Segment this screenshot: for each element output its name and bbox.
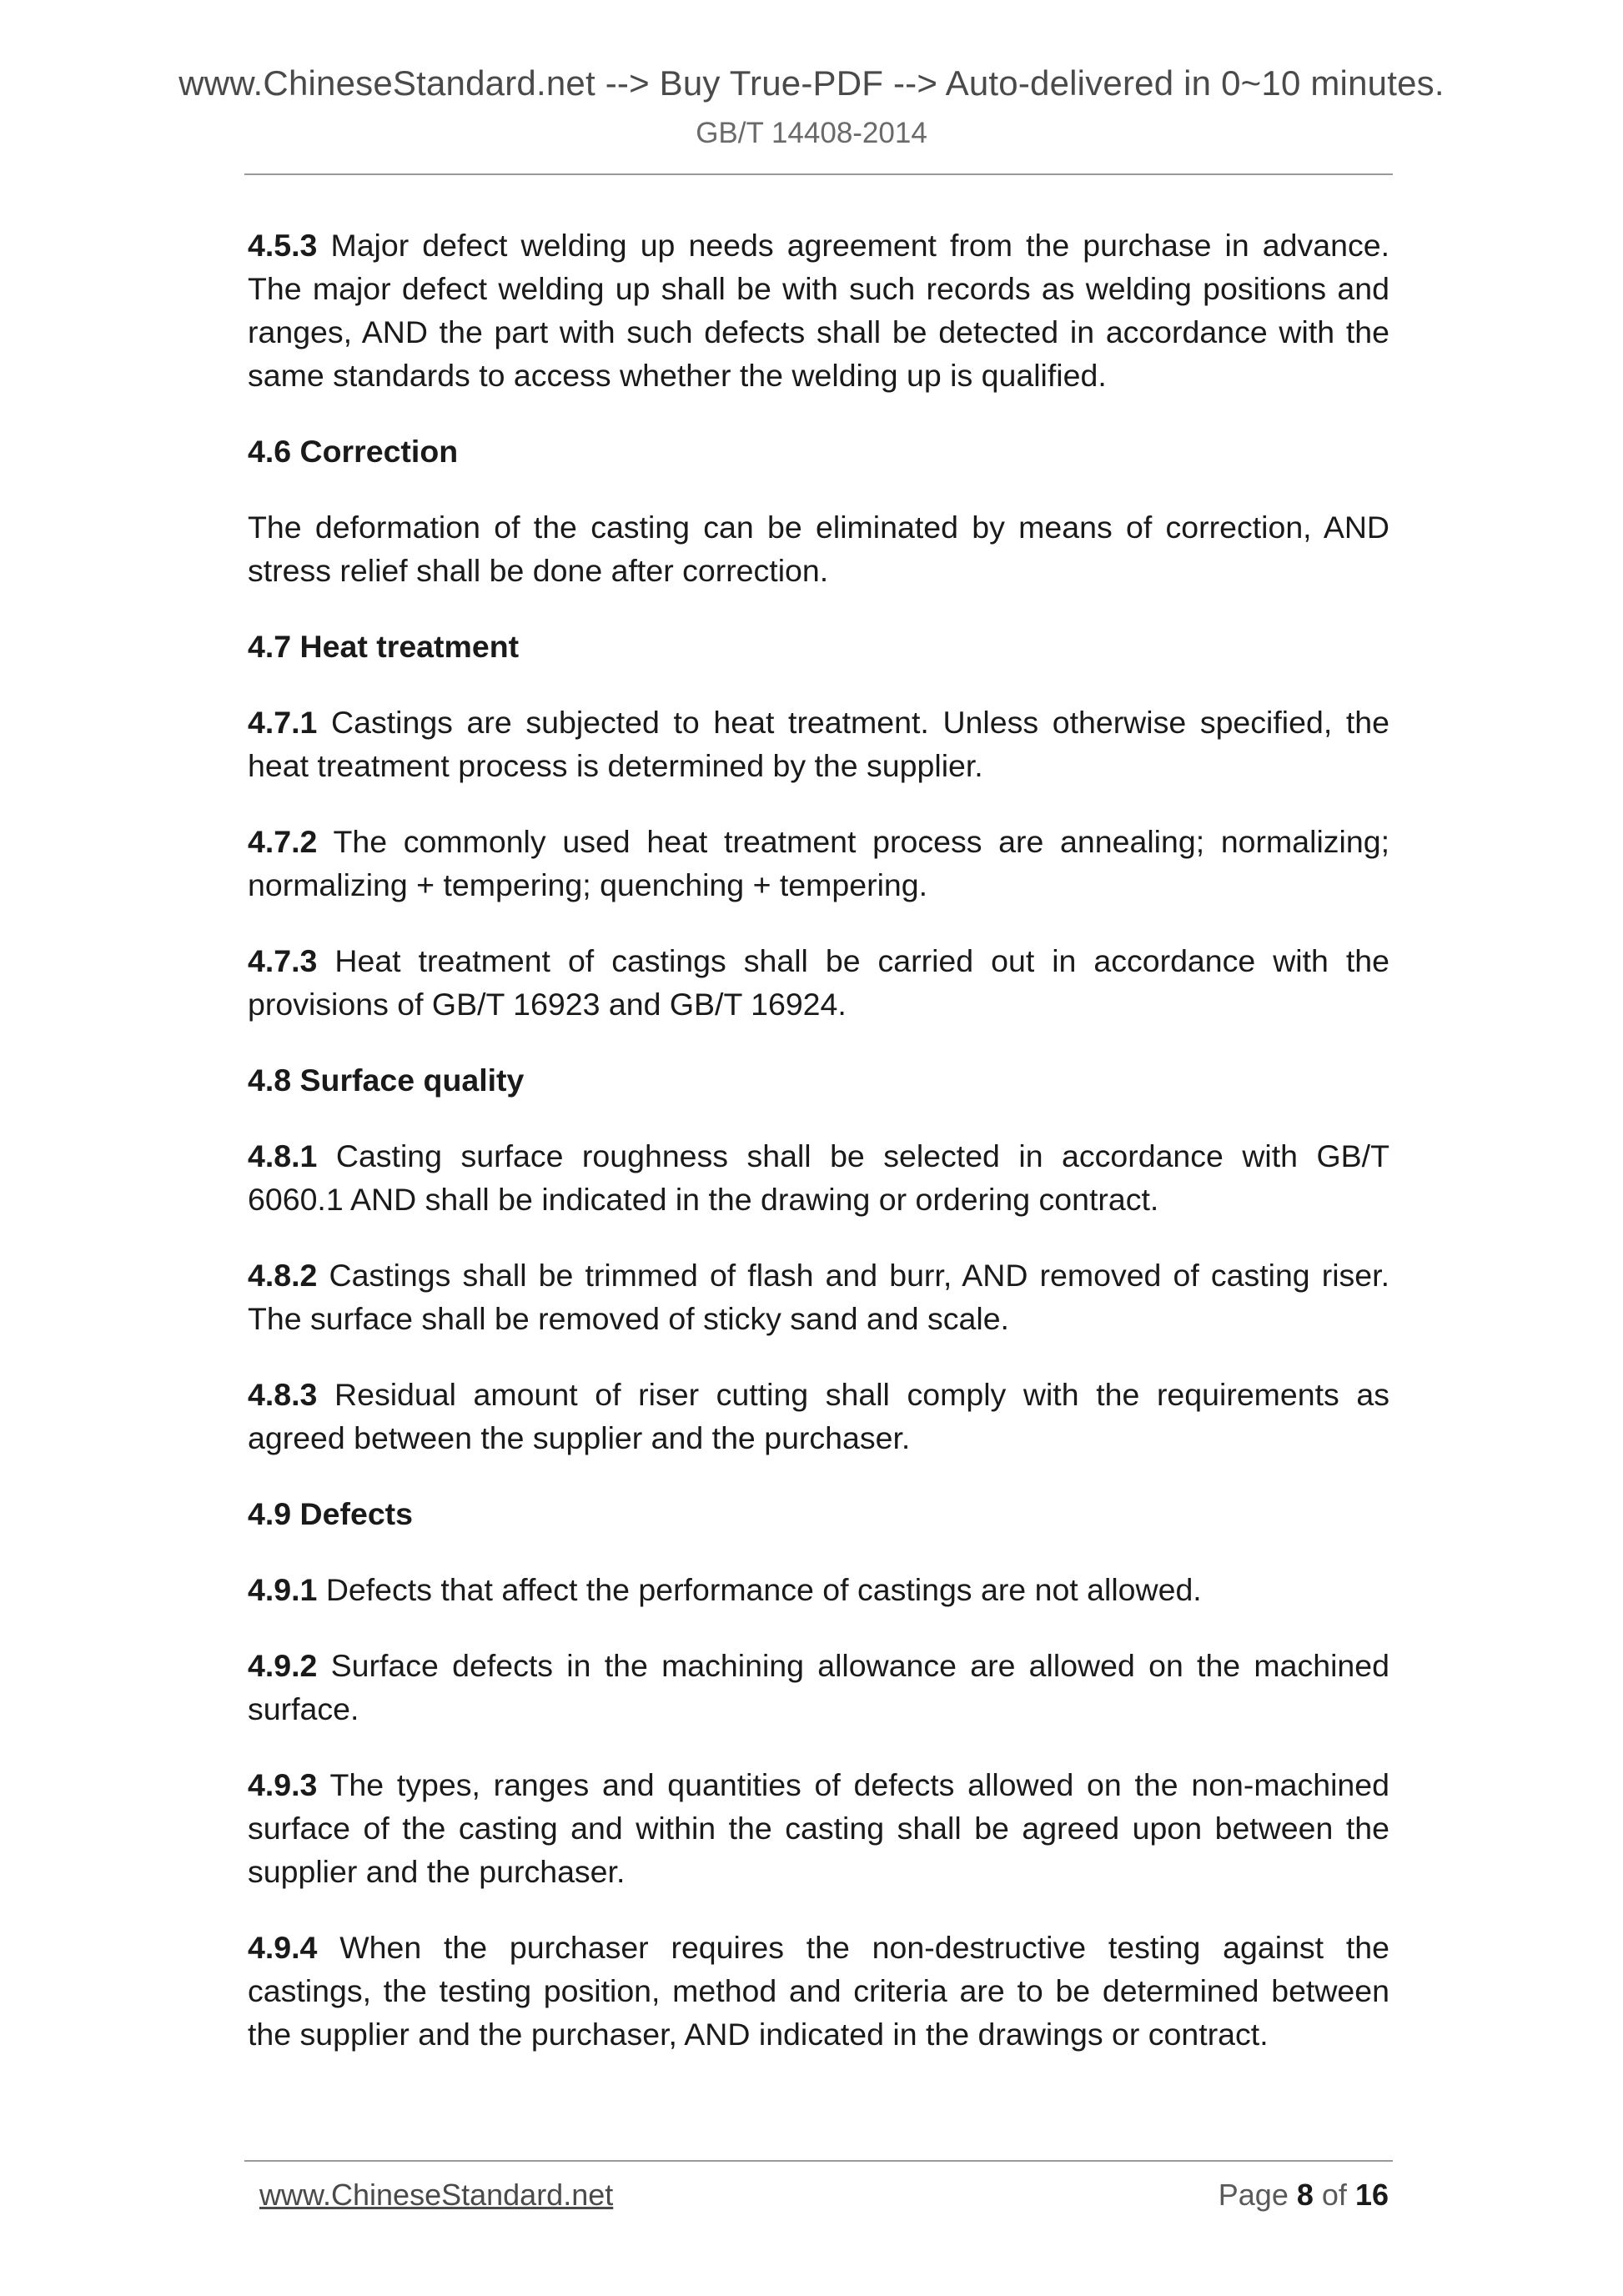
clause-number: 4.7.1 <box>248 705 318 740</box>
section-heading-4-7: 4.7 Heat treatment <box>248 629 520 664</box>
clause-4-7-2 <box>248 820 1389 907</box>
clause-4-9-2 <box>248 1644 1389 1731</box>
clause-4-9-1 <box>248 1568 1389 1611</box>
clause-4-9-4 <box>248 1926 1389 2056</box>
clause-number: 4.8.1 <box>248 1138 318 1173</box>
page-total: 16 <box>1354 2178 1389 2212</box>
clause-text: Major defect welding up needs agreement from the purchase in advance. The major defect welding up shall be with such records as welding positions and ranges, AND the part with such defects shall be detected in accordance with the same standards to access whether the welding up is qualified. <box>248 228 1389 393</box>
section-heading-4-6: 4.6 Correction <box>248 434 459 469</box>
clause-text: Residual amount of riser cutting shall comply with the requirements as agreed between the supplier and the purchaser. <box>248 1377 1390 1455</box>
header-banner: www.ChineseStandard.net --> Buy True-PDF --> Auto-delivered in 0~10 minutes. <box>178 63 1445 103</box>
clause-4-9-3 <box>248 1763 1389 1893</box>
clause-4-7-1 <box>248 701 1389 787</box>
clause-number: 4.9.1 <box>248 1572 318 1607</box>
clause-number: 4.8.3 <box>248 1377 318 1412</box>
clause-text: Heat treatment of castings shall be carried out in accordance with the provisions of GB/T 16923 and GB/T 16924. <box>248 943 1390 1022</box>
clause-4-8-3 <box>248 1373 1389 1459</box>
clause-4-8-1 <box>248 1134 1389 1221</box>
section-heading-4-9: 4.9 Defects <box>248 1496 414 1531</box>
clause-text: Casting surface roughness shall be selected in accordance with GB/T 6060.1 AND shall be indicated in the drawing or ordering contract. <box>248 1138 1389 1217</box>
page-indicator <box>1219 2178 1389 2213</box>
document-body <box>248 224 1389 2088</box>
clause-number: 4.9.3 <box>248 1767 318 1802</box>
clause-number: 4.9.4 <box>248 1930 318 1965</box>
clause-number: 4.9.2 <box>248 1648 318 1683</box>
clause-text: Defects that affect the performance of castings are not allowed. <box>325 1572 1202 1607</box>
clause-4-5-3 <box>248 224 1389 397</box>
clause-number: 4.7.2 <box>248 824 318 859</box>
header-divider <box>244 173 1393 175</box>
of-word: of <box>1321 2178 1347 2212</box>
footer-website-link[interactable]: www.ChineseStandard.net <box>259 2178 614 2212</box>
standard-code: GB/T 14408-2014 <box>696 117 927 149</box>
footer-divider <box>244 2160 1393 2162</box>
clause-4-7-3 <box>248 939 1389 1026</box>
clause-text: The commonly used heat treatment process are annealing; normalizing; normalizing + tempering; quenching + tempering. <box>248 824 1389 902</box>
section-heading-4-8: 4.8 Surface quality <box>248 1063 525 1098</box>
clause-4-8-2 <box>248 1254 1389 1340</box>
clause-number: 4.8.2 <box>248 1258 318 1293</box>
page-current: 8 <box>1296 2178 1314 2212</box>
clause-text: Castings shall be trimmed of flash and burr, AND removed of casting riser. The surface shall be removed of sticky sand and scale. <box>248 1258 1389 1336</box>
clause-text: When the purchaser requires the non-destructive testing against the castings, the testing position, method and criteria are to be determined between the supplier and the purchaser, AND indicated in the drawings or contract. <box>248 1930 1390 2052</box>
clause-text: Surface defects in the machining allowance are allowed on the machined surface. <box>248 1648 1390 1726</box>
clause-text: The types, ranges and quantities of defects allowed on the non-machined surface of the casting and within the casting shall be agreed upon between the supplier and the purchaser. <box>248 1767 1390 1889</box>
clause-number: 4.7.3 <box>248 943 318 978</box>
clause-number: 4.5.3 <box>248 228 318 263</box>
clause-4-6: The deformation of the casting can be eliminated by means of correction, AND stress relief shall be done after correction. <box>248 510 1389 588</box>
page-word: Page <box>1218 2178 1289 2212</box>
clause-text: Castings are subjected to heat treatment. Unless otherwise specified, the heat treatment process is determined by the supplier. <box>248 705 1389 783</box>
